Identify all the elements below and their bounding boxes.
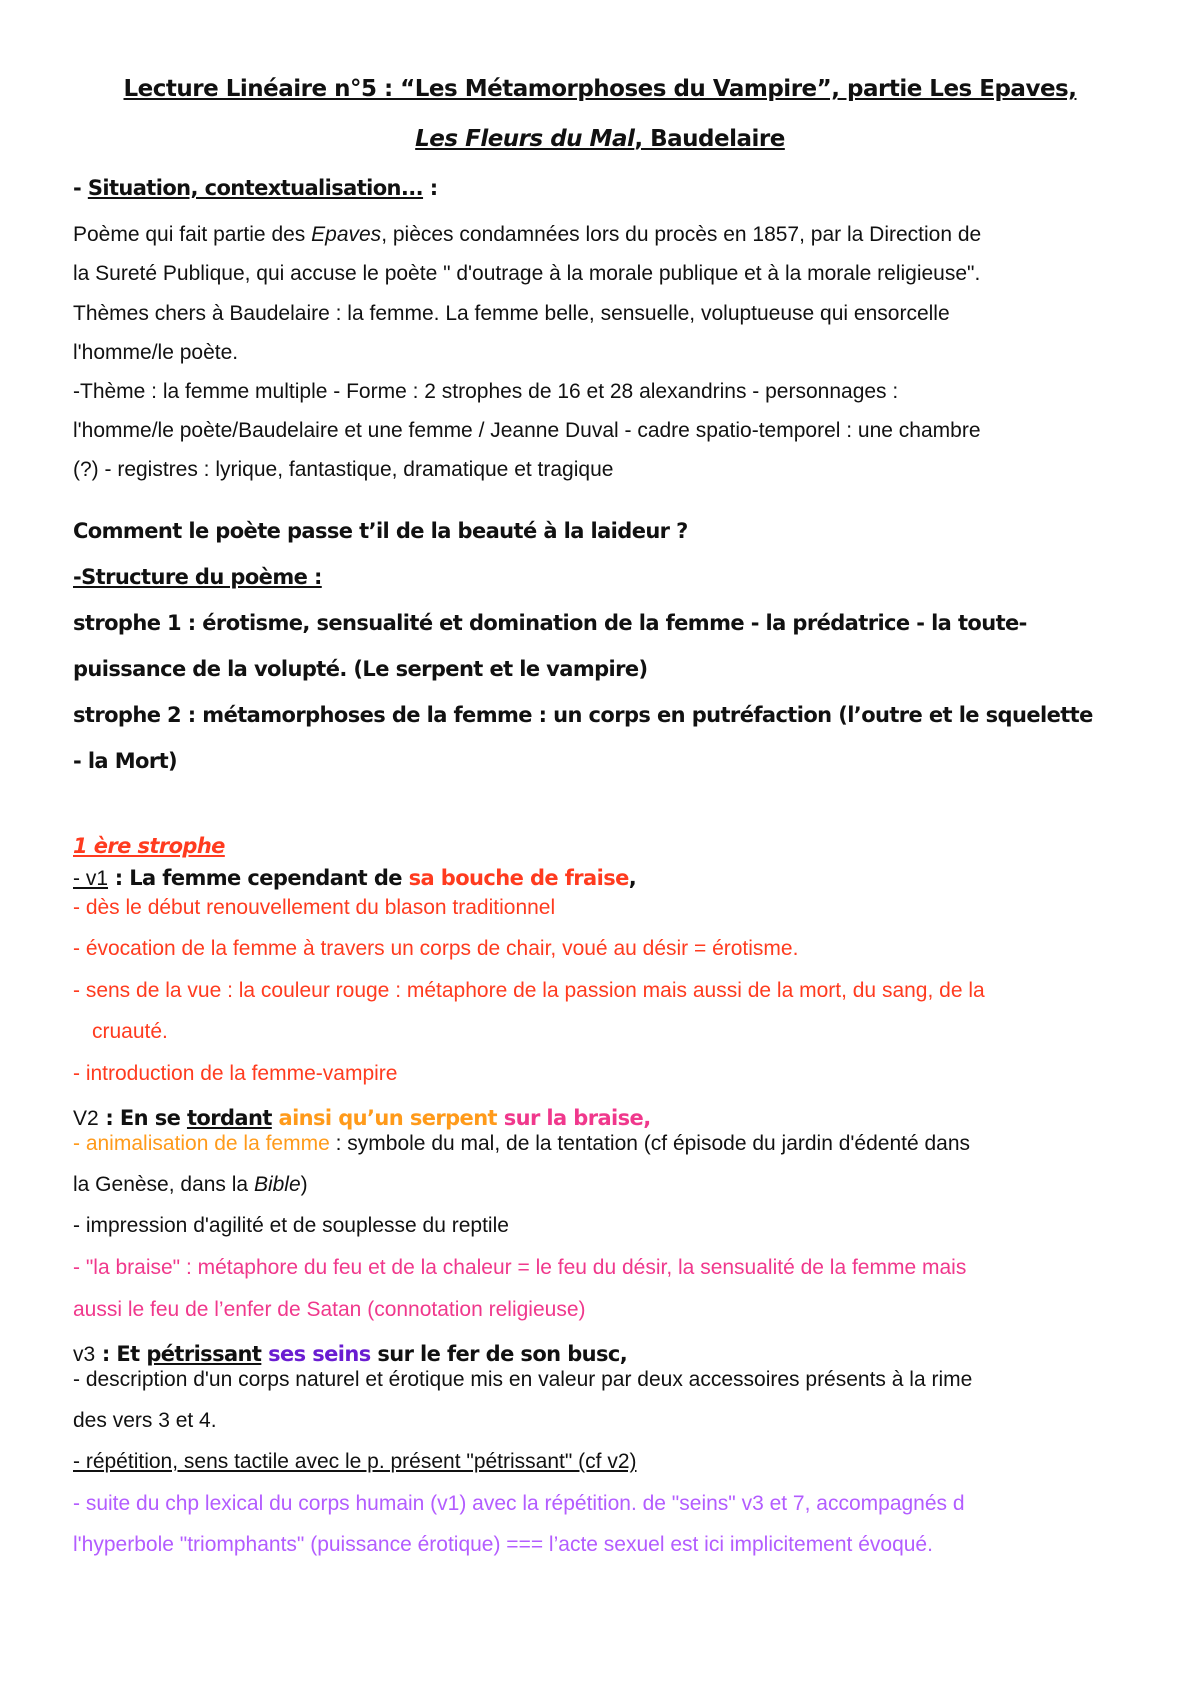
text-span: la Genèse, dans la <box>73 1173 254 1196</box>
v3-note-1: - description d'un corps naturel et érotique mis en valeur par deux accessoires présents à la rime <box>73 1368 973 1391</box>
situation-line-4: l'homme/le poète. <box>73 341 239 364</box>
situation-line-1 <box>73 223 981 247</box>
v3-note-3-cont: l'hyperbole "triomphants" (puissance érotique) === l’acte sexuel est ici implicitement évoqué. <box>73 1533 933 1556</box>
v1-note-1: - dès le début renouvellement du blason traditionnel <box>73 896 556 919</box>
structure-strophe-1-b: puissance de la volupté. (Le serpent et le vampire) <box>73 657 648 681</box>
v1-highlight: sa bouche de fraise <box>408 866 629 890</box>
v2-braise: sur la braise <box>503 1106 644 1130</box>
v2-note-3-cont: aussi le feu de l’enfer de Satan (connotation religieuse) <box>73 1298 586 1321</box>
v1-note-3: - sens de la vue : la couleur rouge : métaphore de la passion mais aussi de la mort, du sang, de la <box>73 979 985 1002</box>
v3-note-3: - suite du chp lexical du corps humain (v1) avec la répétition. de "seins" v3 et 7, accompagnés d <box>73 1492 965 1515</box>
v2-line <box>73 1106 651 1131</box>
situation-heading <box>73 176 438 200</box>
v1-note-3-cont: cruauté. <box>92 1020 168 1043</box>
heading-colon: : <box>423 176 438 200</box>
structure-heading: -Structure du poème : <box>73 565 322 589</box>
problematique: Comment le poète passe t’il de la beauté à la laideur ? <box>73 519 688 543</box>
author: , Baudelaire <box>634 126 785 152</box>
v1-line <box>73 866 636 891</box>
situation-line-2: la Sureté Publique, qui accuse le poète " d'outrage à la morale publique et à la morale religieuse". <box>73 262 981 285</box>
text-span: : La femme cependant de <box>108 866 409 890</box>
v3-label: v3 <box>73 1343 96 1366</box>
v2-animalisation: - animalisation de la femme <box>73 1132 330 1155</box>
v3-note-2: - répétition, sens tactile avec le p. présent "pétrissant" (cf v2) <box>73 1450 637 1473</box>
text-span: Poème qui fait partie des <box>73 223 312 246</box>
v2-tordant: tordant <box>186 1106 272 1130</box>
text-span: , <box>643 1106 651 1130</box>
v1-note-2: - évocation de la femme à travers un corps de chair, voué au désir = érotisme. <box>73 937 799 960</box>
text-span: , pièces condamnées lors du procès en 1857, par la Direction de <box>381 223 982 246</box>
document-title-line-2 <box>0 126 1200 152</box>
text-span: ) <box>300 1173 308 1196</box>
italic-bible: Bible <box>253 1173 301 1196</box>
italic-epaves: Epaves <box>311 223 382 246</box>
v3-petrissant: pétrissant <box>146 1342 262 1366</box>
work-title: Les Fleurs du Mal <box>415 126 635 152</box>
text-span <box>272 1106 279 1130</box>
v3-seins: ses seins <box>268 1342 371 1366</box>
v2-note-3: - "la braise" : métaphore du feu et de la chaleur = le feu du désir, la sensualité de la femme mais <box>73 1256 967 1279</box>
heading-dash: - <box>73 176 88 200</box>
text-span: : En se <box>98 1106 187 1130</box>
text-span: : Et <box>95 1342 147 1366</box>
situation-line-7: (?) - registres : lyrique, fantastique, dramatique et tragique <box>73 458 614 481</box>
v2-label: V2 <box>73 1107 99 1130</box>
text-span: , <box>628 866 637 890</box>
v2-note-1 <box>73 1132 970 1156</box>
situation-line-3: Thèmes chers à Baudelaire : la femme. La femme belle, sensuelle, voluptueuse qui ensorcelle <box>73 302 950 325</box>
v1-label: - v1 <box>73 867 109 890</box>
structure-strophe-1-a: strophe 1 : érotisme, sensualité et domination de la femme - la prédatrice - la toute- <box>73 611 1027 635</box>
v3-note-1-cont: des vers 3 et 4. <box>73 1409 217 1432</box>
situation-line-5: -Thème : la femme multiple - Forme : 2 strophes de 16 et 28 alexandrins - personnages : <box>73 380 899 403</box>
v2-comparison: ainsi qu’un serpent <box>278 1106 497 1130</box>
v3-line <box>73 1342 627 1367</box>
document-title-line-1: Lecture Linéaire n°5 : “Les Métamorphoses du Vampire”, partie Les Epaves, <box>123 76 1077 102</box>
v2-note-2: - impression d'agilité et de souplesse du reptile <box>73 1214 509 1237</box>
situation-heading-text: Situation, contextualisation... <box>87 176 424 200</box>
v2-note-1-cont <box>73 1173 308 1197</box>
structure-strophe-2-a: strophe 2 : métamorphoses de la femme : un corps en putréfaction (l’outre et le squelette <box>73 703 1093 727</box>
v1-note-4: - introduction de la femme-vampire <box>73 1062 398 1085</box>
strophe-1-heading: 1 ère strophe <box>73 834 225 858</box>
text-span <box>497 1106 504 1130</box>
text-span: sur le fer de son busc, <box>370 1342 628 1366</box>
structure-strophe-2-b: - la Mort) <box>73 749 178 773</box>
situation-line-6: l'homme/le poète/Baudelaire et une femme / Jeanne Duval - cadre spatio-temporel : une chambre <box>73 419 981 442</box>
text-span: : symbole du mal, de la tentation (cf épisode du jardin d'édenté dans <box>329 1132 971 1155</box>
